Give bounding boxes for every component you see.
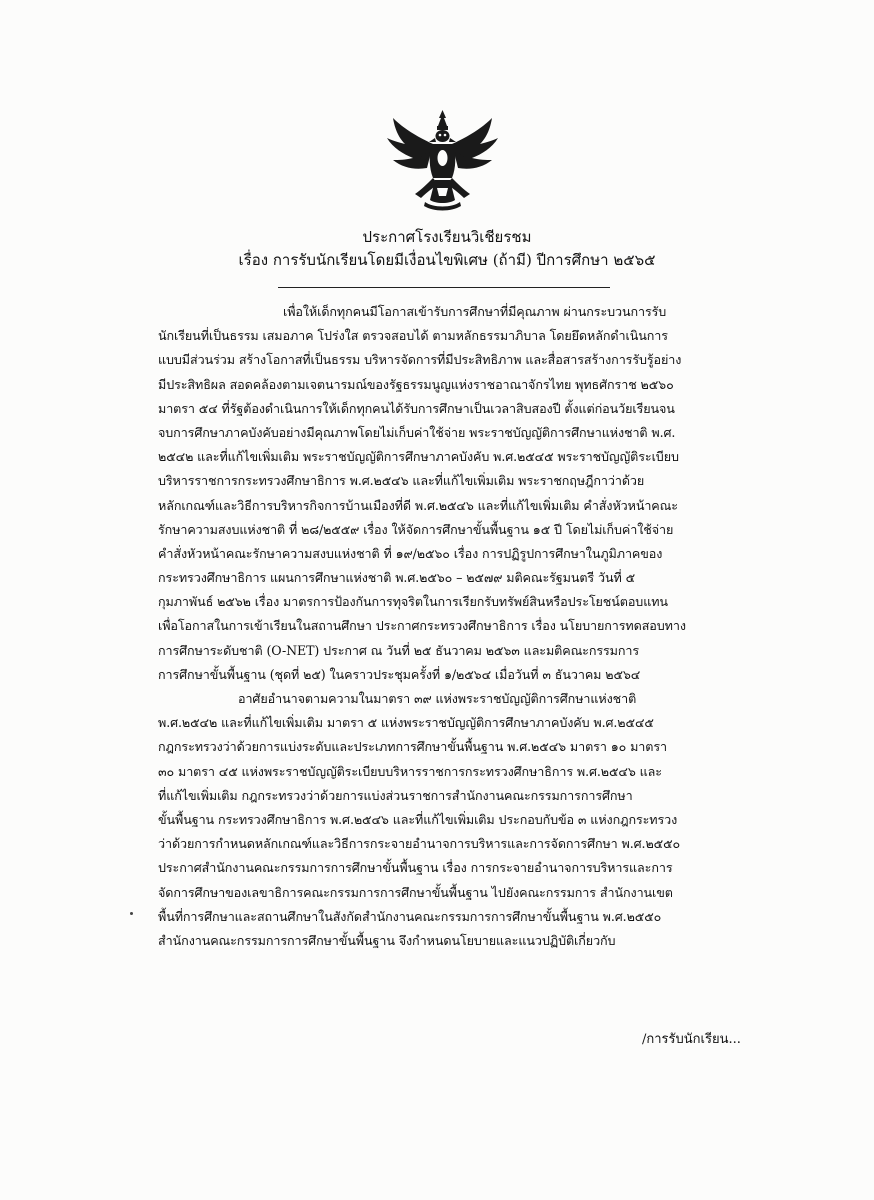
body-line: รักษาความสงบแห่งชาติ ที่ ๒๘/๒๕๕๙ เรื่อง ให้จัดการศึกษาขั้นพื้นฐาน ๑๕ ปี โดยไม่เก็บค่าใช้จ่าย — [158, 521, 674, 537]
body-line: หลักเกณฑ์และวิธีการบริหารกิจการบ้านเมืองที่ดี พ.ศ.๒๕๔๖ และที่แก้ไขเพิ่มเติม คำสั่งหัวหน้าคณะ — [158, 497, 678, 513]
body-line: ๒๕๔๒ และที่แก้ไขเพิ่มเติม พระราชบัญญัติการศึกษาภาคบังคับ พ.ศ.๒๕๔๕ พระราชบัญญัติระเบียบ — [158, 449, 679, 465]
title-block — [0, 226, 874, 272]
garuda-emblem-icon — [385, 108, 500, 213]
body-line: อาศัยอำนาจตามความในมาตรา ๓๙ แห่งพระราชบัญญัติการศึกษาแห่งชาติ — [238, 691, 637, 706]
body-line: บริหารราชการกระทรวงศึกษาธิการ พ.ศ.๒๕๔๖ และที่แก้ไขเพิ่มเติม พระราชกฤษฎีกาว่าด้วย — [158, 473, 645, 489]
body-line: กระทรวงศึกษาธิการ แผนการศึกษาแห่งชาติ พ.ศ.๒๕๖๐ – ๒๕๗๙ มติคณะรัฐมนตรี วันที่ ๕ — [158, 570, 635, 586]
body-line: การศึกษาระดับชาติ (O-NET) ประกาศ ณ วันที่ ๒๕ ธันวาคม ๒๕๖๓ และมติคณะกรรมการ — [158, 642, 640, 658]
continuation-note: /การรับนักเรียน... — [642, 1032, 741, 1047]
announcement-body — [158, 300, 758, 953]
body-line: มาตรา ๕๔ ที่รัฐต้องดำเนินการให้เด็กทุกคนได้รับการศึกษาเป็นเวลาสิบสองปี ตั้งแต่ก่อนวัยเรียนจน — [158, 400, 675, 416]
body-line: สำนักงานคณะกรรมการการศึกษาขั้นพื้นฐาน จึงกำหนดนโยบายและแนวปฏิบัติเกี่ยวกับ — [158, 932, 616, 948]
body-line: ว่าด้วยการกำหนดหลักเกณฑ์และวิธีการกระจายอำนาจการบริหารและการจัดการศึกษา พ.ศ.๒๕๕๐ — [158, 836, 681, 852]
body-line: จัดการศึกษาของเลขาธิการคณะกรรมการการศึกษาขั้นพื้นฐาน ไปยังคณะกรรมการ สำนักงานเขต — [158, 884, 673, 900]
body-line: กุมภาพันธ์ ๒๕๖๒ เรื่อง มาตรการป้องกันการทุจริตในการเรียกรับทรัพย์สินหรือประโยชน์ตอบแทน — [158, 594, 668, 610]
body-line: กฎกระทรวงว่าด้วยการแบ่งระดับและประเภทการศึกษาขั้นพื้นฐาน พ.ศ.๒๕๔๖ มาตรา ๑๐ มาตรา — [158, 739, 667, 755]
body-line: ประกาศสำนักงานคณะกรรมการการศึกษาขั้นพื้นฐาน เรื่อง การกระจายอำนาจการบริหารและการ — [158, 860, 673, 876]
body-line: พื้นที่การศึกษาและสถานศึกษาในสังกัดสำนักงานคณะกรรมการการศึกษาขั้นพื้นฐาน พ.ศ.๒๕๕๐ — [158, 908, 662, 924]
scan-speck — [130, 912, 133, 915]
body-line: ๓๐ มาตรา ๔๕ แห่งพระราชบัญญัติระเบียบบริหารราชการกระทรวงศึกษาธิการ พ.ศ.๒๕๔๖ และ — [158, 763, 662, 779]
body-line: มีประสิทธิผล สอดคล้องตามเจตนารมณ์ของรัฐธรรมนูญแห่งราชอาณาจักรไทย พุทธศักราช ๒๕๖๐ — [158, 376, 674, 392]
body-line: จบการศึกษาภาคบังคับอย่างมีคุณภาพโดยไม่เก็บค่าใช้จ่าย พระราชบัญญัติการศึกษาแห่งชาติ พ.ศ. — [158, 424, 676, 440]
announcement-subject: เรื่อง การรับนักเรียนโดยมีเงื่อนไขพิเศษ (ถ้ามี) ปีการศึกษา ๒๕๖๕ — [238, 251, 656, 269]
title-divider — [278, 287, 610, 288]
body-line: ขั้นพื้นฐาน กระทรวงศึกษาธิการ พ.ศ.๒๕๔๖ และที่แก้ไขเพิ่มเติม ประกอบกับข้อ ๓ แห่งกฎกระทรวง — [158, 811, 678, 827]
body-line: เพื่อโอกาสในการเข้าเรียนในสถานศึกษา ประกาศกระทรวงศึกษาธิการ เรื่อง นโยบายการทดสอบทาง — [158, 618, 686, 634]
body-line: คำสั่งหัวหน้าคณะรักษาความสงบแห่งชาติ ที่ ๑๙/๒๕๖๐ เรื่อง การปฏิรูปการศึกษาในภูมิภาคของ — [158, 545, 663, 561]
body-line: การศึกษาขั้นพื้นฐาน (ชุดที่ ๒๕) ในคราวประชุมครั้งที่ ๑/๒๕๖๔ เมื่อวันที่ ๓ ธันวาคม ๒๕๖๔ — [158, 666, 641, 682]
body-line: เพื่อให้เด็กทุกคนมีโอกาสเข้ารับการศึกษาที่มีคุณภาพ ผ่านกระบวนการรับ — [283, 304, 667, 319]
announcement-title: ประกาศโรงเรียนวิเชียรชม — [362, 228, 532, 246]
body-line: แบบมีส่วนร่วม สร้างโอกาสที่เป็นธรรม บริหารจัดการที่มีประสิทธิภาพ และสื่อสารสร้างการรับรู้อย่าง — [158, 352, 682, 368]
body-line: พ.ศ.๒๕๔๒ และที่แก้ไขเพิ่มเติม มาตรา ๕ แห่งพระราชบัญญัติการศึกษาภาคบังคับ พ.ศ.๒๕๔๕ — [158, 715, 654, 731]
body-line: นักเรียนที่เป็นธรรม เสมอภาค โปร่งใส ตรวจสอบได้ ตามหลักธรรมาภิบาล โดยยึดหลักดำเนินการ — [158, 328, 668, 344]
body-line: ที่แก้ไขเพิ่มเติม กฎกระทรวงว่าด้วยการแบ่งส่วนราชการสำนักงานคณะกรรมการการศึกษา — [158, 787, 633, 803]
